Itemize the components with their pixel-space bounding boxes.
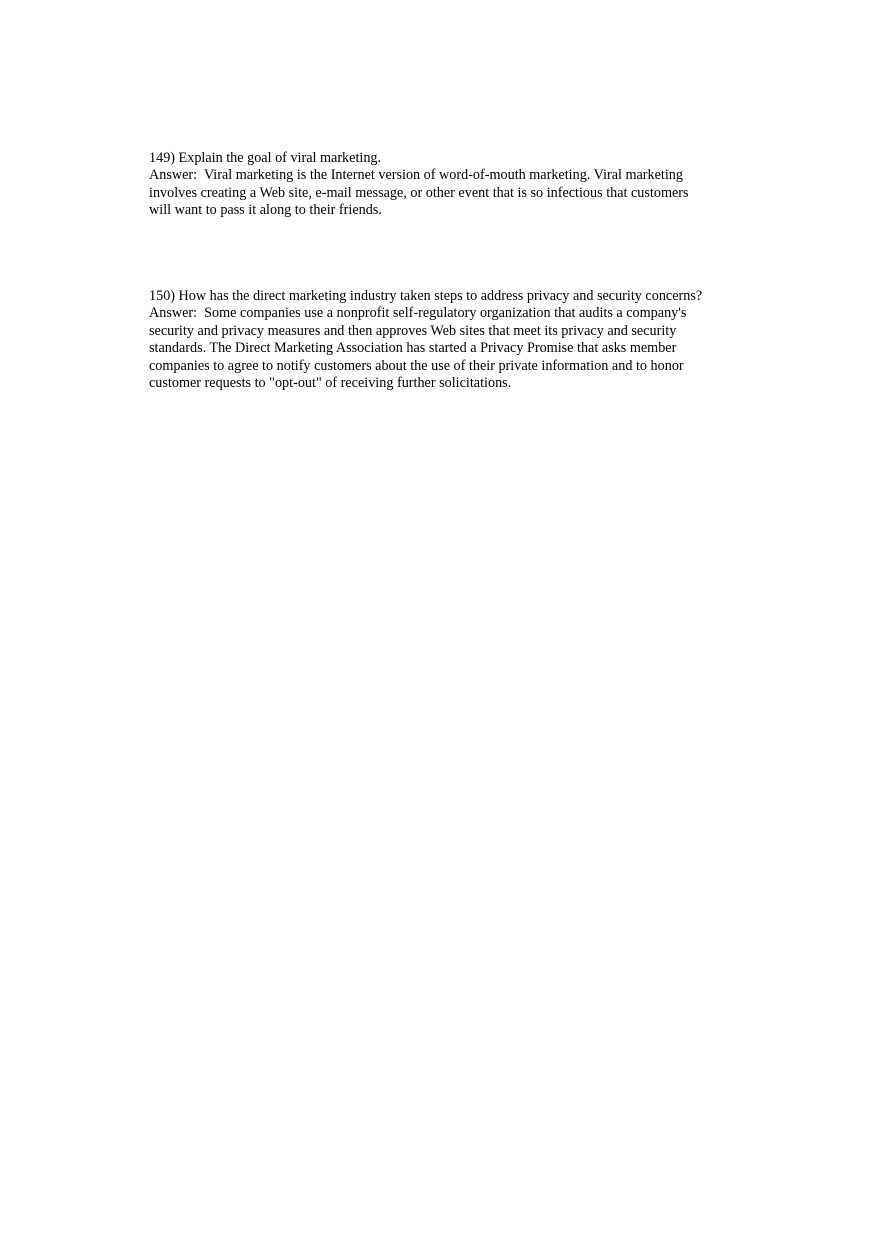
answer-line: security and privacy measures and then approves Web sites that meet its privacy and security — [149, 322, 677, 339]
question-149-block — [149, 150, 749, 220]
answer-line: Answer: Some companies use a nonprofit self-regulatory organization that audits a company's — [149, 305, 687, 322]
answer-line: companies to agree to notify customers about the use of their private information and to honor — [149, 357, 684, 374]
answer-line: customer requests to "opt-out" of receiving further solicitations. — [149, 375, 512, 392]
answer-line: Answer: Viral marketing is the Internet version of word-of-mouth marketing. Viral marketing — [149, 167, 683, 184]
question-prompt: 149) Explain the goal of viral marketing. — [149, 150, 382, 166]
answer-line: standards. The Direct Marketing Association has started a Privacy Promise that asks member — [149, 340, 677, 357]
answer-line: involves creating a Web site, e-mail message, or other event that is so infectious that customers — [149, 184, 689, 201]
answer-line: will want to pass it along to their friends. — [149, 202, 382, 219]
question-prompt: 150) How has the direct marketing industry taken steps to address privacy and security concerns? — [149, 288, 703, 304]
question-150-block — [149, 288, 749, 392]
